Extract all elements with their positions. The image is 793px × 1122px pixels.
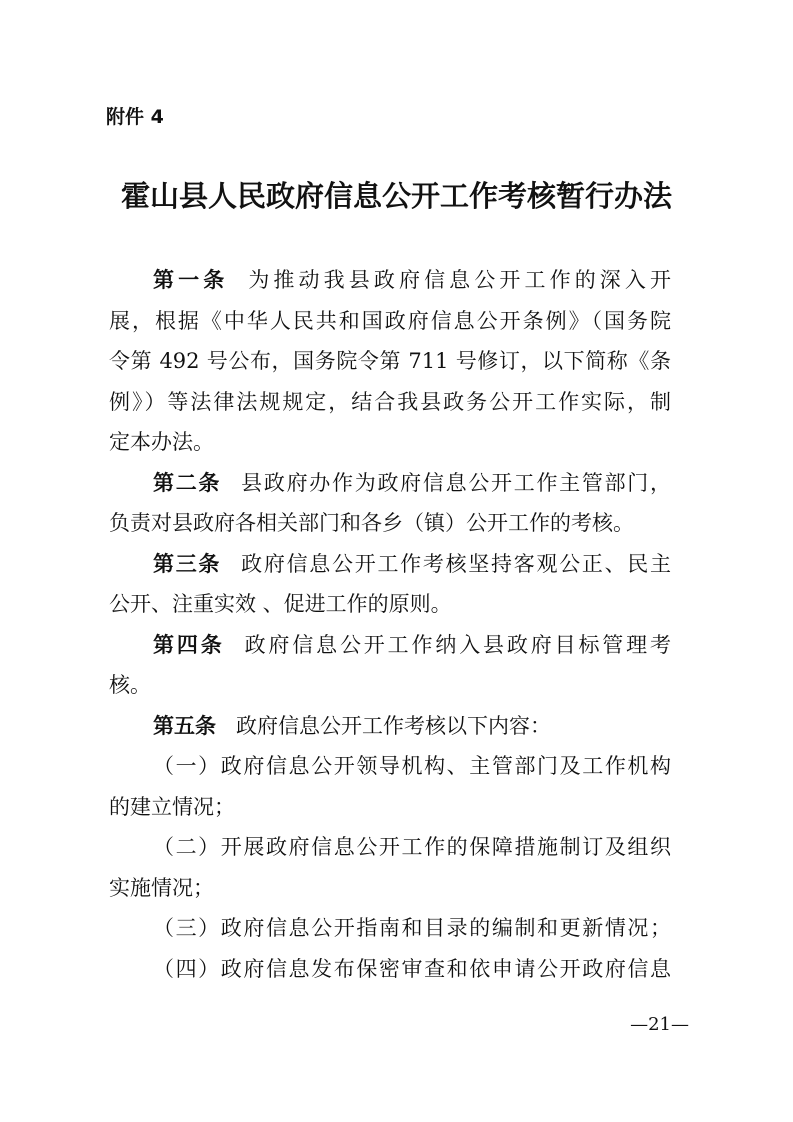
article-4 [109,625,671,706]
article-2-text-1: 县政府办作为政府信息公开工作主管部门， [241,470,672,495]
article-1-line-1 [109,260,671,301]
article-1-line-5: 定本办法。 [109,430,214,454]
article-3-line-2: 公开、注重实效 、促进工作的原则。 [109,592,452,616]
article-3-line-1 [109,544,671,585]
article-4-line-2: 核。 [109,673,151,697]
article-5-item-1-line-1: （一）政府信息公开领导机构、主管部门及工作机构 [153,754,671,778]
article-2 [109,463,671,544]
article-3-text-1: 政府信息公开工作考核坚持客观公正、民主 [241,551,672,576]
article-5-item-3-line-1: （三）政府信息公开指南和目录的编制和更新情况； [153,916,671,940]
article-4-text-1: 政府信息公开工作纳入县政府目标管理考 [244,632,672,657]
article-5-number: 第五条 [153,713,216,738]
article-2-line-1 [109,463,671,504]
article-5-item-4-line-1: （四）政府信息发布保密审查和依申请公开政府信息 [153,956,671,981]
article-5-item-1-line-2: 的建立情况； [109,794,235,819]
article-2-number: 第二条 [153,470,222,495]
article-5-item-2-line-2: 实施情况； [109,875,214,900]
article-1-number: 第一条 [153,268,229,292]
article-1-line-4: 例》）等法律法规规定，结合我县政务公开工作实际，制 [109,389,671,414]
attachment-label: 附件 4 [106,106,164,128]
article-2-line-2: 负责对县政府各相关部门和各乡（镇）公开工作的考核。 [109,511,634,535]
article-5-item-2-line-1: （二）开展政府信息公开工作的保障措施制订及组织 [153,835,671,859]
article-1-line-2: 展，根据《中华人民共和国政府信息公开条例》（国务院 [109,308,671,333]
article-3-number: 第三条 [153,551,222,576]
article-3 [109,544,671,625]
article-1-text-1: 为推动我县政府信息公开工作的深入开 [248,268,672,292]
document-title: 霍山县人民政府信息公开工作考核暂行办法 [120,179,672,213]
article-5-line-1 [109,706,671,747]
article-4-line-1 [109,625,671,666]
article-1-line-3: 令第 492 号公布，国务院令第 711 号修订，以下简称《条 [109,349,671,373]
article-5 [109,706,671,990]
article-5-text-1: 政府信息公开工作考核以下内容： [236,713,551,738]
document-body [109,260,671,989]
article-1 [109,260,671,463]
page-number: —21— [630,1014,689,1035]
article-4-number: 第四条 [153,632,225,657]
